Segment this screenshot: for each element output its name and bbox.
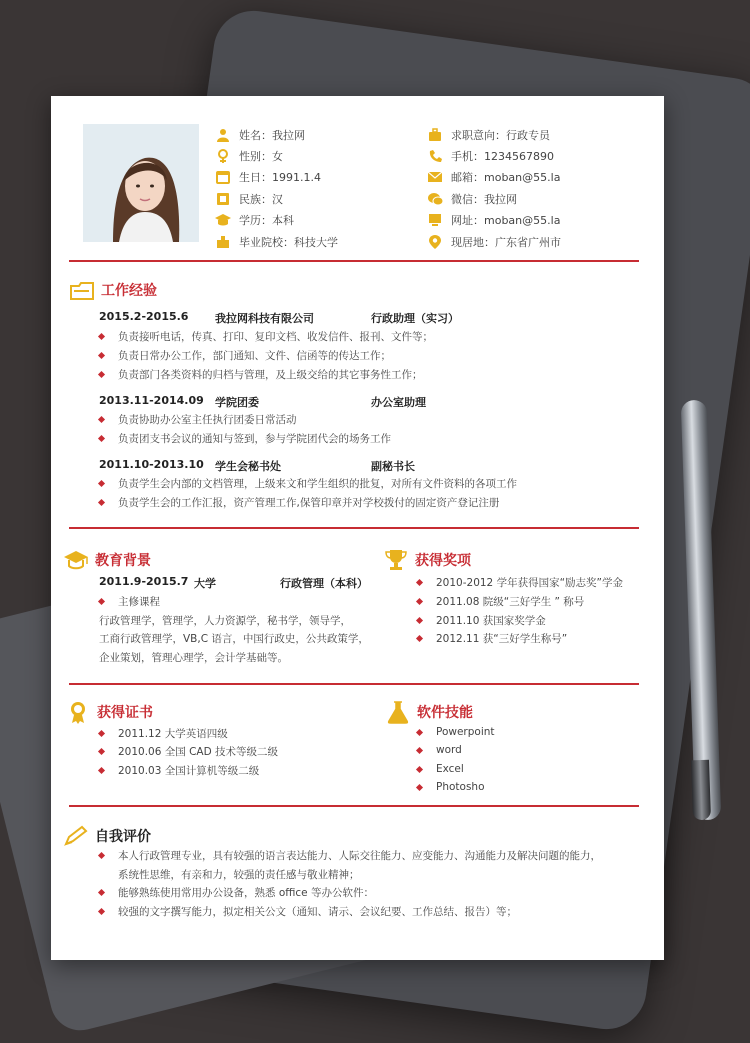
job-company: 学生会秘书处	[215, 460, 281, 473]
list-item: 较强的文字撰写能力，拟定相关公文（通知、请示、会议纪要、工作总结、报告）等；	[99, 904, 517, 919]
job-role: 办公室助理	[371, 396, 426, 409]
list-item: 2010.03 全国计算机等级二级	[99, 763, 259, 778]
job-role: 行政助理（实习）	[371, 312, 459, 325]
section-title-awards: 获得奖项	[383, 548, 471, 572]
info-website: 网址：moban@55.la	[427, 210, 560, 230]
list-item: 负责接听电话，传真、打印、复印文档、收发信件、报刊、文件等；	[99, 329, 433, 344]
list-item: 2010-2012 学年获得国家“励志奖”学金	[417, 575, 623, 590]
list-item: 2012.11 获“三好学生称号”	[417, 631, 567, 646]
education-date: 2011.9-2015.7	[99, 575, 189, 588]
divider	[69, 527, 639, 529]
user-icon	[215, 127, 231, 143]
job-date: 2011.10-2013.10	[99, 458, 204, 471]
list-item-continuation: 系统性思维，有亲和力，较强的责任感与敬业精神；	[118, 869, 360, 881]
info-ethnicity: 民族：汉	[215, 189, 283, 209]
calendar-icon	[215, 169, 231, 185]
info-name: 姓名：我拉网	[215, 125, 305, 145]
mail-icon	[427, 169, 443, 185]
resume-page	[51, 96, 664, 960]
briefcase-icon	[427, 127, 443, 143]
list-item: 主修课程	[99, 594, 160, 609]
education-major: 行政管理（本科）	[280, 577, 368, 590]
info-job-intent: 求职意向：行政专员	[427, 125, 550, 145]
divider	[69, 683, 639, 685]
flask-icon	[385, 700, 411, 724]
job-company: 学院团委	[215, 396, 259, 409]
info-gender: 性别：女	[215, 146, 283, 166]
wechat-icon	[427, 191, 443, 207]
list-item: 2011.08 院级“三好学生 ” 称号	[417, 594, 584, 609]
pen-tip-decoration	[691, 760, 711, 821]
section-title-skills: 软件技能	[385, 700, 473, 724]
pencil-icon	[63, 824, 89, 848]
info-phone: 手机：1234567890	[427, 146, 554, 166]
list-item: word	[417, 744, 462, 756]
gender-icon	[215, 148, 231, 164]
location-icon	[427, 234, 443, 250]
list-item: 负责学生会内部的文档管理，上级来文和学生组织的批复，对所有文件资料的各项工作	[99, 476, 517, 491]
medal-icon	[65, 700, 91, 724]
phone-icon	[427, 148, 443, 164]
list-item: 2011.10 获国家奖学金	[417, 613, 546, 628]
section-title-education: 教育背景	[63, 548, 151, 572]
section-title-self-eval: 自我评价	[63, 824, 151, 848]
folder-icon	[69, 278, 95, 302]
school-icon	[215, 234, 231, 250]
list-item: 2010.06 全国 CAD 技术等级二级	[99, 744, 278, 759]
list-item: Excel	[417, 763, 464, 775]
course-line: 企业策划，管理心理学，会计学基础等。	[99, 652, 288, 664]
divider	[69, 260, 639, 262]
graduation-cap-icon	[63, 548, 89, 572]
list-item: 负责学生会的工作汇报，资产管理工作,保管印章并对学校拨付的固定资产登记注册	[99, 495, 499, 510]
id-card-icon	[215, 191, 231, 207]
list-item: 2011.12 大学英语四级	[99, 726, 228, 741]
profile-photo	[83, 124, 199, 242]
course-line: 行政管理学，管理学，人力资源学，秘书学，领导学，	[99, 615, 351, 627]
info-education: 学历：本科	[215, 210, 294, 230]
info-location: 现居地：广东省广州市	[427, 232, 561, 252]
info-wechat: 微信：我拉网	[427, 189, 517, 209]
course-line: 工商行政管理学，VB,C 语言，中国行政史，公共政策学，	[99, 633, 369, 645]
info-email: 邮箱：moban@55.la	[427, 167, 560, 187]
section-title-work: 工作经验	[69, 278, 157, 302]
job-company: 我拉网科技有限公司	[215, 312, 314, 325]
trophy-icon	[383, 548, 409, 572]
list-item: 本人行政管理专业，具有较强的语言表达能力、人际交往能力、应变能力、沟通能力及解决问题的能力，	[99, 848, 601, 863]
divider	[69, 805, 639, 807]
list-item: 负责协助办公室主任执行团委日常活动	[99, 412, 297, 427]
list-item: Powerpoint	[417, 726, 495, 738]
section-title-certificates: 获得证书	[65, 700, 153, 724]
list-item: 能够熟练使用常用办公设备，熟悉 office 等办公软件：	[99, 885, 374, 900]
graduation-cap-icon	[215, 212, 231, 228]
list-item: 负责部门各类资料的归档与管理，及上级交给的其它事务性工作；	[99, 367, 423, 382]
monitor-icon	[427, 212, 443, 228]
list-item: Photosho	[417, 781, 485, 793]
list-item: 负责日常办公工作，部门通知、文件、信函等的传达工作；	[99, 348, 391, 363]
job-date: 2013.11-2014.09	[99, 394, 204, 407]
education-school: 大学	[194, 577, 216, 590]
job-role: 副秘书长	[371, 460, 415, 473]
info-school: 毕业院校：科技大学	[215, 232, 338, 252]
info-birthday: 生日：1991.1.4	[215, 167, 321, 187]
list-item: 负责团支书会议的通知与签到，参与学院团代会的场务工作	[99, 431, 391, 446]
job-date: 2015.2-2015.6	[99, 310, 189, 323]
